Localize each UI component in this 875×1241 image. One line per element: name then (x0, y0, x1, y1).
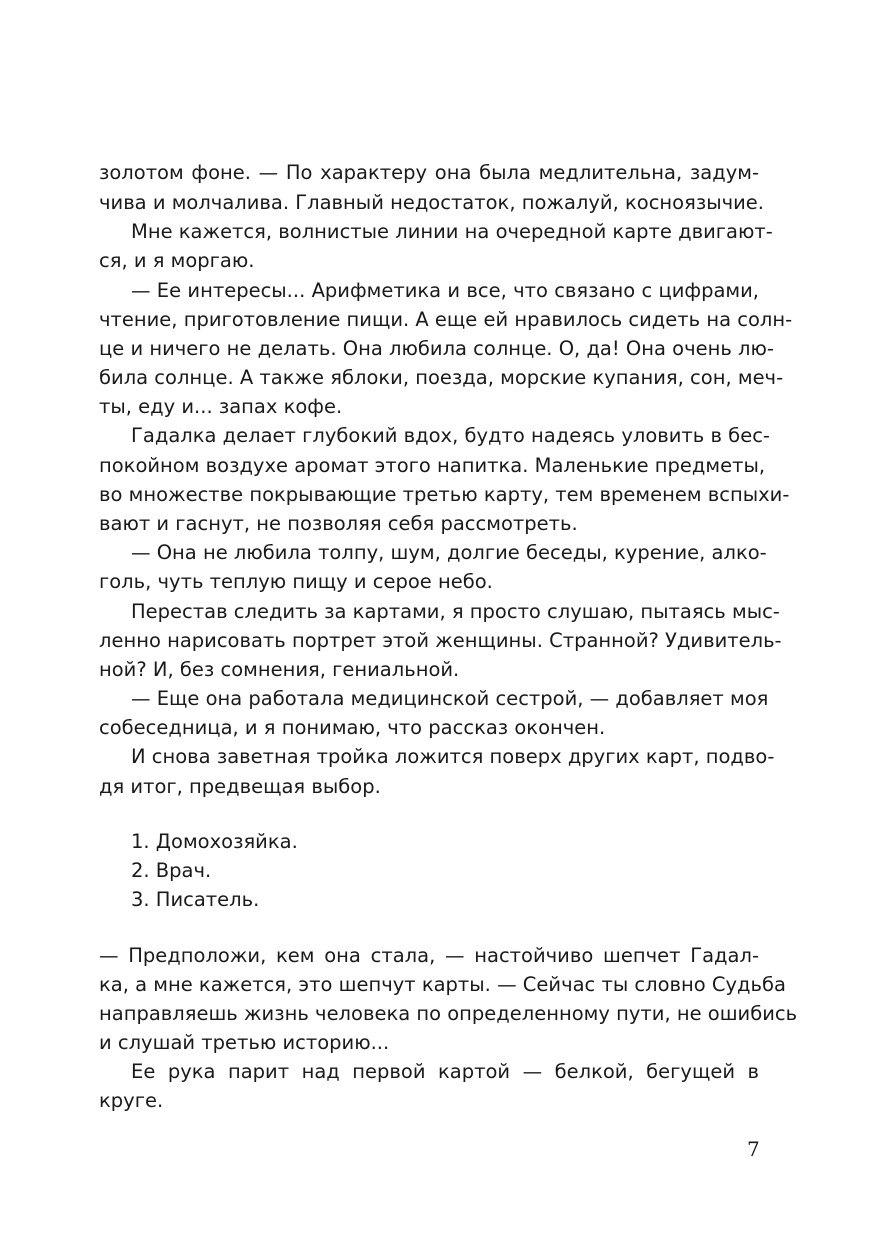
text-line: покойном воздухе аромат этого напитка. Маленькие предметы, (99, 454, 766, 477)
text-line: вают и гаснут, не позволяя себя рассмотреть. (99, 512, 578, 535)
list-item: 2. Врач. (131, 859, 212, 882)
text-line: и слушай третью историю... (99, 1031, 390, 1054)
text-line: чтение, приготовление пищи. А еще ей нравилось сидеть на солн- (99, 308, 793, 331)
text-line: собеседница, и я понимаю, что рассказ окончен. (99, 716, 606, 739)
text-line: ленно нарисовать портрет этой женщины. Странной? Удивитель- (99, 629, 782, 652)
text-line: — Ее интересы... Арифметика и все, что связано с цифрами, (131, 279, 759, 302)
text-line: била солнце. А также яблоки, поезда, морские купания, сон, меч- (99, 366, 784, 389)
text-line: — Она не любила толпу, шум, долгие беседы, курение, алко- (131, 541, 767, 564)
page-number: 7 (747, 1137, 760, 1161)
text-line: ка, а мне кажется, это шепчут карты. — Сейчас ты словно Судьба (99, 973, 787, 996)
text-line: Перестав следить за картами, я просто слушаю, пытаясь мыс- (131, 600, 780, 623)
list-item: 1. Домохозяйка. (131, 830, 298, 853)
list-item: 3. Писатель. (131, 888, 260, 911)
text-line: золотом фоне. — По характеру она была медлительна, задум- (99, 161, 759, 184)
text-line: направляешь жизнь человека по определенному пути, не ошибись (99, 1002, 798, 1025)
text-line: круге. (99, 1089, 164, 1112)
text-line: Мне кажется, волнистые линии на очередной карте двигают- (131, 220, 773, 243)
text-line: ся, и я моргаю. (99, 249, 255, 272)
text-line: — Еще она работала медицинской сестрой, — добавляет моя (131, 687, 769, 710)
text-line: голь, чуть теплую пищу и серое небо. (99, 570, 493, 593)
text-line: ты, еду и... запах кофе. (99, 395, 343, 418)
text-line: чива и молчалива. Главный недостаток, пожалуй, косноязычие. (99, 191, 764, 214)
text-line: це и ничего не делать. Она любила солнце. О, да! Она очень лю- (99, 337, 774, 360)
text-line: дя итог, предвещая выбор. (99, 775, 381, 798)
text-line: во множестве покрывающие третью карту, тем временем вспыхи- (99, 483, 790, 506)
text-line: Ее рука парит над первой картой — белкой, бегущей в (131, 1060, 759, 1083)
text-line: — Предположи, кем она стала, — настойчиво шепчет Гадал- (99, 944, 759, 967)
text-line: И снова заветная тройка ложится поверх других карт, подво- (131, 745, 775, 768)
text-line: Гадалка делает глубокий вдох, будто надеясь уловить в бес- (131, 424, 770, 447)
text-line: ной? И, без сомнения, гениальной. (99, 658, 460, 681)
